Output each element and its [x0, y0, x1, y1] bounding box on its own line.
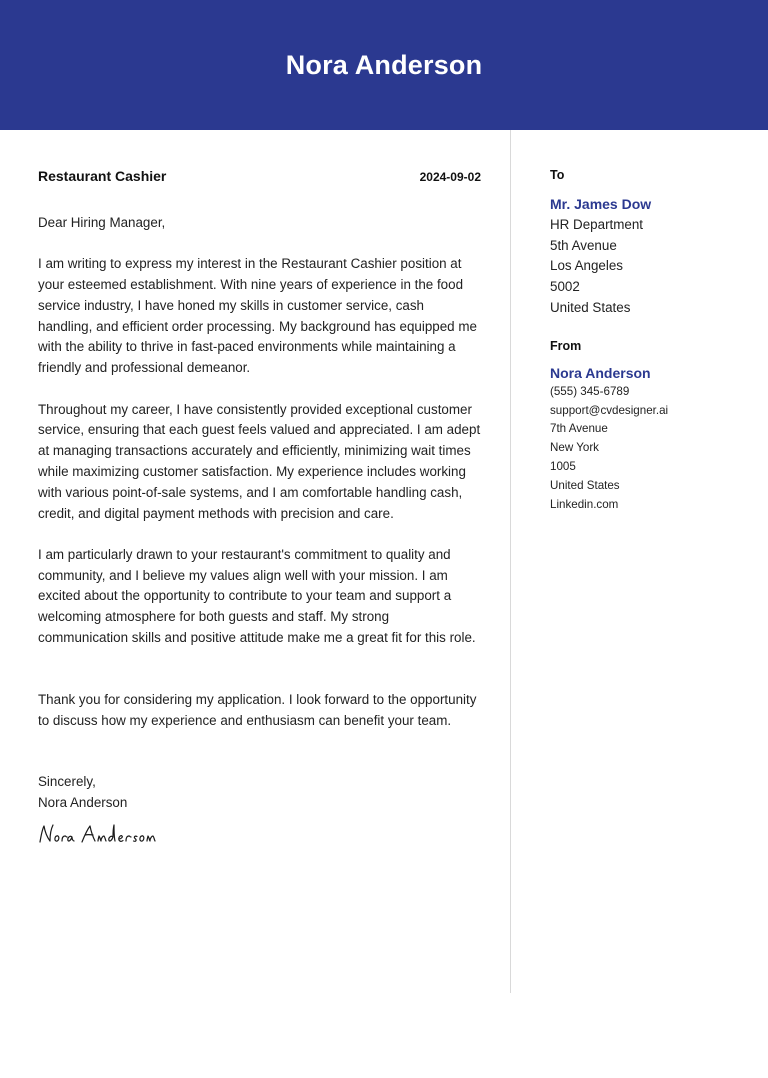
closing: Sincerely,	[38, 774, 96, 790]
address-sidebar	[550, 168, 760, 514]
sender-country: United States	[550, 478, 620, 492]
job-title: Restaurant Cashier	[38, 168, 167, 184]
recipient-department: HR Department	[550, 216, 644, 232]
paragraph-3: I am particularly drawn to your restaurant's commitment to quality and community, and I believe my values align well with your mission. I am excited about the opportunity to contribute to your team and support a welcoming atmosphere for both guests and staff. My strong communication skills and positive attitude make me a great fit for this role.	[38, 546, 476, 646]
sender-zip: 1005	[550, 459, 576, 473]
recipient-city: Los Angeles	[550, 258, 623, 274]
sign-off	[38, 772, 481, 814]
closing-name: Nora Anderson	[38, 795, 128, 811]
recipient-country: United States	[550, 299, 631, 315]
paragraph-2: Throughout my career, I have consistently provided exceptional customer service, ensuring that each guest feels valued and appreciated. I am adept at managing transactions accurately and efficiently, minimizing wait times while maximizing customer satisfaction. My experience includes working with various point-of-sale systems, and I am comfortable handling cash, credit, and digital payment methods with precision and care.	[38, 401, 481, 521]
title-row	[38, 168, 481, 184]
sender-email: support@cvdesigner.ai	[550, 403, 669, 417]
recipient-name: Mr. James Dow	[550, 196, 652, 212]
recipient-street: 5th Avenue	[550, 237, 617, 253]
applicant-name: Nora Anderson	[285, 49, 483, 80]
sender-linkedin: Linkedin.com	[550, 497, 619, 511]
paragraph-1: I am writing to express my interest in the Restaurant Cashier position at your esteemed establishment. With nine years of experience in the food service industry, I have honed my skills in customer service, cash handling, and efficient order processing. My background has equipped me with the ability to thrive in fast-paced environments while maintaining a friendly and professional demeanor.	[38, 256, 477, 376]
to-heading: To	[550, 168, 565, 182]
signature	[38, 822, 168, 848]
letter-date: 2024-09-02	[419, 170, 481, 184]
sender-phone: (555) 345-6789	[550, 384, 630, 398]
sender-name: Nora Anderson	[550, 364, 651, 381]
from-heading: From	[550, 338, 582, 353]
salutation: Dear Hiring Manager,	[38, 215, 166, 230]
sender-street: 7th Avenue	[550, 422, 608, 436]
sender-city: New York	[550, 441, 599, 455]
letter-body	[38, 168, 481, 848]
column-divider	[510, 130, 511, 993]
sender-block	[550, 383, 760, 515]
recipient-zip: 5002	[550, 279, 580, 295]
recipient-block	[550, 194, 760, 319]
paragraph-4: Thank you for considering my application. I look forward to the opportunity to discuss how my experience and enthusiasm can benefit your team.	[38, 691, 477, 728]
header-banner	[0, 0, 768, 130]
